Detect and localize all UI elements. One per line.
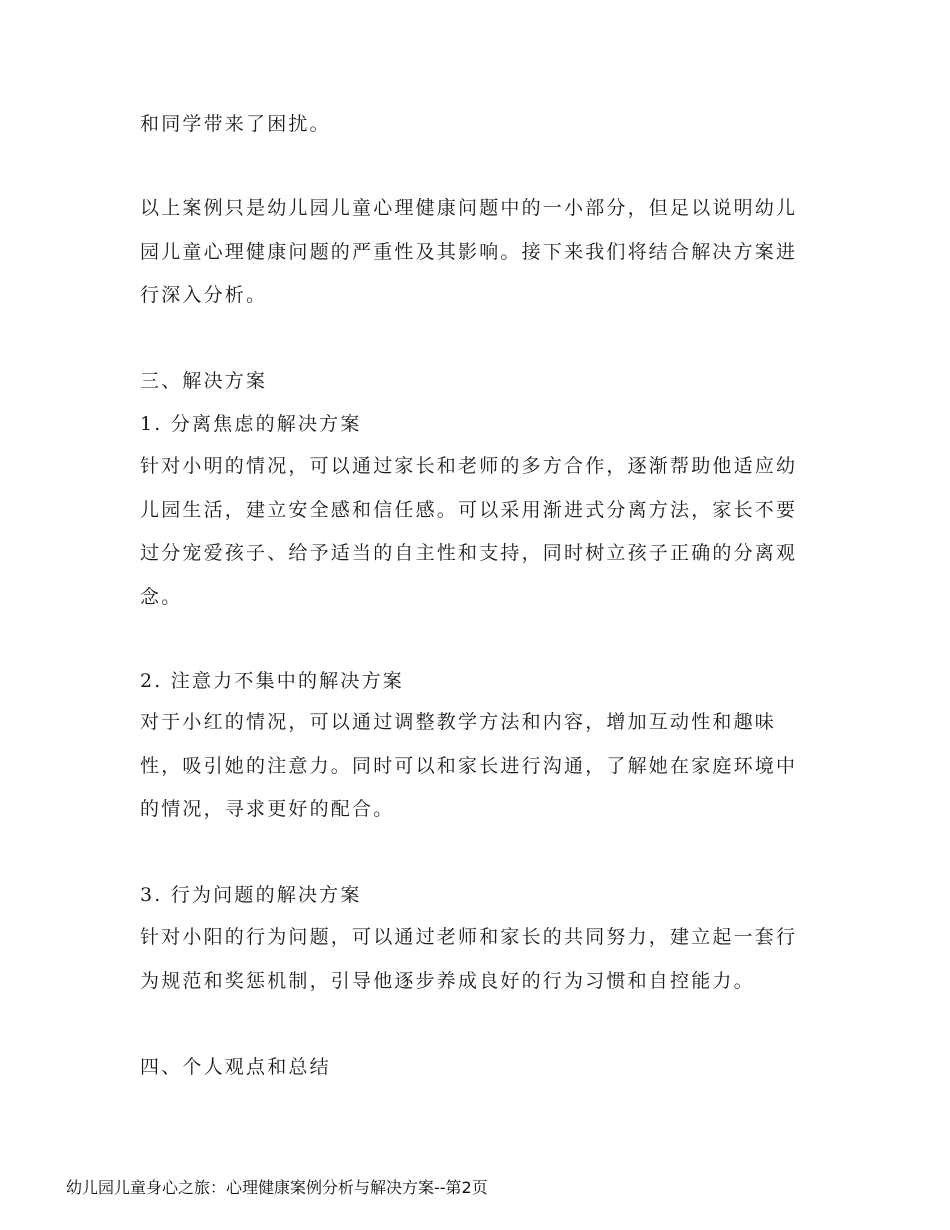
section-3-heading: 三、解决方案 <box>140 370 268 392</box>
continuation-line: 和同学带来了困扰。 <box>140 113 331 135</box>
section-4-heading: 四、个人观点和总结 <box>140 1056 331 1078</box>
summary-paragraph: 以上案例只是幼儿园儿童心理健康问题中的一小部分，但足以说明幼儿园儿童心理健康问题的严重性及其影响。接下来我们将结合解决方案进行深入分析。 <box>140 197 798 306</box>
item-1-heading: 1. 分离焦虑的解决方案 <box>140 413 362 435</box>
item-3-heading: 3. 行为问题的解决方案 <box>140 884 362 906</box>
page-footer: 幼儿园儿童身心之旅：心理健康案例分析与解决方案--第2页 <box>66 1178 488 1197</box>
item-2-heading: 2. 注意力不集中的解决方案 <box>140 670 404 692</box>
item-3-body: 针对小阳的行为问题，可以通过老师和家长的共同努力，建立起一套行为规范和奖惩机制，引导他逐步养成良好的行为习惯和自控能力。 <box>140 926 798 992</box>
item-2-body: 对于小红的情况，可以通过调整教学方法和内容，增加互动性和趣味性，吸引她的注意力。同时可以和家长进行沟通，了解她在家庭环境中的情况，寻求更好的配合。 <box>140 711 798 820</box>
item-1-body: 针对小明的情况，可以通过家长和老师的多方合作，逐渐帮助他适应幼儿园生活，建立安全感和信任感。可以采用渐进式分离方法，家长不要过分宠爱孩子、给予适当的自主性和支持，同时树立孩子正确的分离观念。 <box>140 455 798 608</box>
